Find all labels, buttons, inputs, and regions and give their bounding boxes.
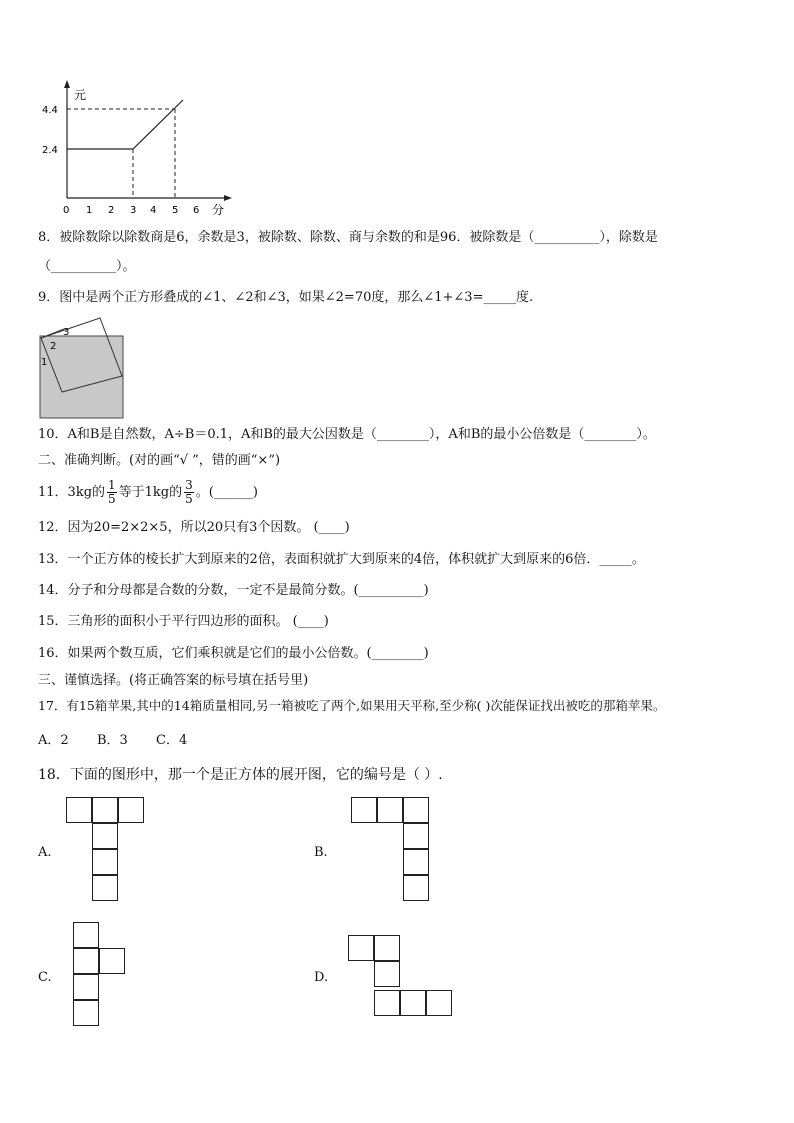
net-cell	[377, 797, 403, 823]
question-17: 17．有15箱苹果,其中的14箱质量相同,另一箱被吃了两个,如果用天平称,至少称( )次能保证找出被吃的那箱苹果。	[38, 698, 666, 713]
question-15: 15．三角形的面积小于平行四边形的面积。 (____)	[38, 614, 329, 629]
question-8-line-2: （__________）。	[38, 259, 136, 274]
net-cell	[73, 948, 99, 974]
net-cell	[92, 849, 118, 875]
option-label-a: A.	[38, 845, 52, 860]
question-11: 11．3kg的 $\frac{1}{5}$ 等于1kg的 $\frac{3}{5}$ 。(______)	[38, 478, 258, 506]
overlapping-squares-figure	[38, 316, 128, 420]
angle-label-2: 2	[50, 341, 57, 352]
y-tick-label: 2.4	[42, 145, 58, 156]
angle-label-3: 3	[63, 327, 70, 338]
net-cell	[403, 823, 429, 849]
net-cell	[66, 797, 92, 823]
question-13: 13．一个正方体的棱长扩大到原来的2倍，表面积就扩大到原来的4倍，体积就扩大到原来的6倍．_____。	[38, 552, 645, 567]
angle-label-1: 1	[41, 357, 48, 368]
x-unit-label: 分	[212, 203, 225, 217]
question-18: 18．下面的图形中，那一个是正方体的展开图，它的编号是（ ）.	[38, 767, 443, 783]
x-tick-label: 3	[130, 205, 137, 216]
question-8-line-1: 8．被除数除以除数商是6，余数是3，被除数、除数、商与余数的和是96．被除数是（__________），除数是	[38, 230, 658, 245]
fraction-one-fifth: $\frac{1}{5}$	[108, 478, 116, 506]
section-3-heading: 三、谨慎选择。(将正确答案的标号填在括号里)	[38, 673, 309, 688]
net-cell	[403, 849, 429, 875]
x-tick-label: 0	[63, 205, 70, 216]
net-cell	[348, 935, 374, 961]
net-cell	[403, 797, 429, 823]
net-cell	[374, 961, 400, 987]
net-cell	[99, 948, 125, 974]
option-label-d: D.	[314, 970, 329, 985]
net-cell	[351, 797, 377, 823]
section-2-heading: 二、准确判断。(对的画“√ ”，错的画“×”)	[38, 453, 281, 468]
x-tick-label: 1	[86, 205, 93, 216]
net-cell	[73, 1000, 99, 1026]
x-tick-label: 4	[150, 205, 157, 216]
x-tick-label: 5	[172, 205, 179, 216]
y-tick-label: 4.4	[42, 105, 58, 116]
net-cell	[92, 797, 118, 823]
net-cell	[92, 875, 118, 901]
choice-c: C．4	[156, 733, 188, 748]
y-unit-label: 元	[74, 88, 87, 102]
net-cell	[118, 797, 144, 823]
net-cell	[374, 990, 400, 1016]
net-cell	[73, 974, 99, 1000]
net-cell	[92, 823, 118, 849]
question-12: 12．因为20=2×2×5，所以20只有3个因数。 (____)	[38, 520, 350, 535]
net-cell	[403, 875, 429, 901]
net-cell	[400, 990, 426, 1016]
choice-a: A．2	[38, 733, 69, 748]
net-cell	[374, 935, 400, 961]
x-tick-label: 6	[193, 205, 200, 216]
question-16: 16．如果两个数互质，它们乘积就是它们的最小公倍数。(________)	[38, 646, 429, 661]
question-10: 10．A和B是自然数，A÷B＝0.1，A和B的最大公因数是（________），A和B的最小公倍数是（________）。	[38, 427, 656, 442]
net-cell	[73, 922, 99, 948]
x-tick-label: 2	[108, 205, 115, 216]
option-label-b: B.	[314, 845, 328, 860]
question-14: 14．分子和分母都是合数的分数，一定不是最简分数。(__________)	[38, 583, 429, 598]
net-cell	[426, 990, 452, 1016]
choice-b: B．3	[97, 733, 128, 748]
question-9: 9．图中是两个正方形叠成的∠1、∠2和∠3，如果∠2=70度，那么∠1+∠3=_____度.	[38, 290, 534, 305]
fraction-three-fifths: $\frac{3}{5}$	[185, 478, 193, 506]
option-label-c: C.	[38, 970, 52, 985]
price-time-graph	[38, 78, 238, 218]
